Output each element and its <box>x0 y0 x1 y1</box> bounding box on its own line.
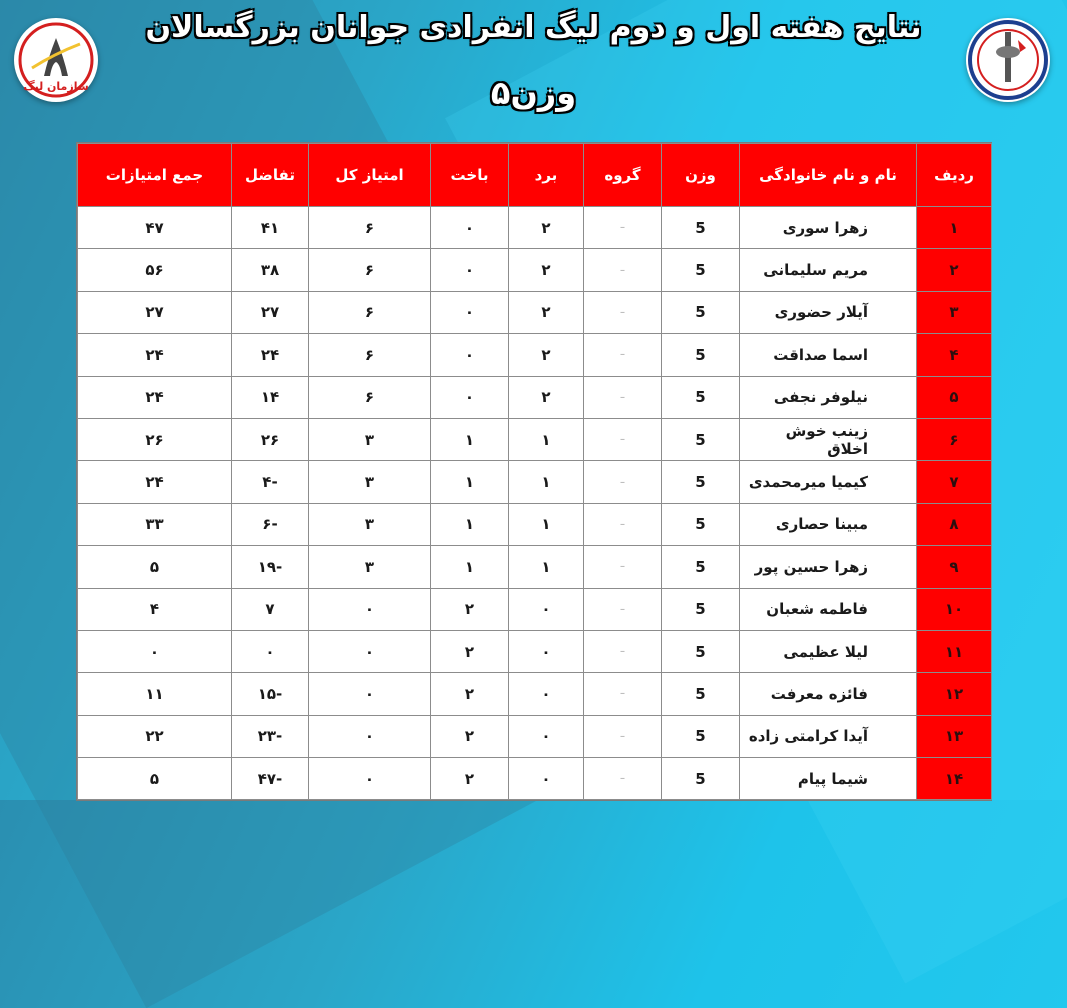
loss-cell: ۱ <box>431 546 509 588</box>
sum-points-cell: ۴۷ <box>78 207 232 249</box>
name-cell: آیلار حضوری <box>740 291 917 333</box>
sum-points-cell: ۵ <box>78 758 232 800</box>
header-rank: ردیف <box>917 144 992 207</box>
name-cell: زینب خوش اخلاق <box>740 418 917 460</box>
rank-cell: ۸ <box>917 503 992 545</box>
header-sum-points: جمع امتیازات <box>78 144 232 207</box>
weight-cell: 5 <box>662 334 740 376</box>
loss-cell: ۰ <box>431 291 509 333</box>
name-cell: کیمیا میرمحمدی <box>740 461 917 503</box>
sum-points-cell: ۲۴ <box>78 461 232 503</box>
header-weight: وزن <box>662 144 740 207</box>
table-header-row <box>78 144 992 207</box>
loss-cell: ۱ <box>431 461 509 503</box>
table-row <box>78 461 992 503</box>
difference-cell: ۰ <box>232 630 309 672</box>
name-cell: زهرا حسین پور <box>740 546 917 588</box>
loss-cell: ۲ <box>431 758 509 800</box>
table-row <box>78 673 992 715</box>
sum-points-cell: ۲۷ <box>78 291 232 333</box>
name-cell: مریم سلیمانی <box>740 249 917 291</box>
loss-cell: ۲ <box>431 673 509 715</box>
weight-cell: 5 <box>662 673 740 715</box>
win-cell: ۰ <box>509 630 584 672</box>
loss-cell: ۲ <box>431 630 509 672</box>
group-cell: – <box>584 291 662 333</box>
group-cell: – <box>584 334 662 376</box>
weight-cell: 5 <box>662 461 740 503</box>
header-loss: باخت <box>431 144 509 207</box>
rank-cell: ۱ <box>917 207 992 249</box>
win-cell: ۲ <box>509 291 584 333</box>
table-row <box>78 207 992 249</box>
table-row <box>78 715 992 757</box>
win-cell: ۲ <box>509 376 584 418</box>
group-cell: – <box>584 758 662 800</box>
total-points-cell: ۳ <box>309 503 431 545</box>
header-win: برد <box>509 144 584 207</box>
difference-cell: -۲۳ <box>232 715 309 757</box>
difference-cell: ۴۱ <box>232 207 309 249</box>
difference-cell: -۴ <box>232 461 309 503</box>
difference-cell: -۱۵ <box>232 673 309 715</box>
header-total-points: امتیاز کل <box>309 144 431 207</box>
table-row <box>78 334 992 376</box>
rank-cell: ۹ <box>917 546 992 588</box>
sum-points-cell: ۱۱ <box>78 673 232 715</box>
total-points-cell: ۳ <box>309 461 431 503</box>
weight-cell: 5 <box>662 418 740 460</box>
group-cell: – <box>584 503 662 545</box>
rank-cell: ۲ <box>917 249 992 291</box>
win-cell: ۰ <box>509 673 584 715</box>
total-points-cell: ۰ <box>309 630 431 672</box>
name-cell: شیما پیام <box>740 758 917 800</box>
weight-cell: 5 <box>662 630 740 672</box>
difference-cell: -۴۷ <box>232 758 309 800</box>
total-points-cell: ۶ <box>309 249 431 291</box>
rank-cell: ۱۳ <box>917 715 992 757</box>
sum-points-cell: ۴ <box>78 588 232 630</box>
table-row <box>78 291 992 333</box>
total-points-cell: ۰ <box>309 758 431 800</box>
results-table-container <box>76 142 992 801</box>
name-cell: لیلا عظیمی <box>740 630 917 672</box>
table-row <box>78 376 992 418</box>
group-cell: – <box>584 546 662 588</box>
rank-cell: ۳ <box>917 291 992 333</box>
table-row <box>78 503 992 545</box>
rank-cell: ۱۲ <box>917 673 992 715</box>
difference-cell: ۷ <box>232 588 309 630</box>
rank-cell: ۶ <box>917 418 992 460</box>
win-cell: ۰ <box>509 588 584 630</box>
win-cell: ۲ <box>509 334 584 376</box>
total-points-cell: ۶ <box>309 291 431 333</box>
loss-cell: ۰ <box>431 376 509 418</box>
weight-cell: 5 <box>662 758 740 800</box>
name-cell: آیدا کرامتی زاده <box>740 715 917 757</box>
results-table <box>77 143 992 800</box>
total-points-cell: ۰ <box>309 673 431 715</box>
difference-cell: -۱۹ <box>232 546 309 588</box>
total-points-cell: ۶ <box>309 207 431 249</box>
rank-cell: ۵ <box>917 376 992 418</box>
total-points-cell: ۶ <box>309 334 431 376</box>
sum-points-cell: ۵۶ <box>78 249 232 291</box>
name-cell: مبینا حصاری <box>740 503 917 545</box>
rank-cell: ۱۱ <box>917 630 992 672</box>
weight-cell: 5 <box>662 291 740 333</box>
group-cell: – <box>584 207 662 249</box>
win-cell: ۱ <box>509 418 584 460</box>
group-cell: – <box>584 588 662 630</box>
name-cell: فاطمه شعبان <box>740 588 917 630</box>
win-cell: ۰ <box>509 758 584 800</box>
total-points-cell: ۰ <box>309 715 431 757</box>
group-cell: – <box>584 418 662 460</box>
total-points-cell: ۳ <box>309 546 431 588</box>
win-cell: ۱ <box>509 546 584 588</box>
loss-cell: ۱ <box>431 503 509 545</box>
win-cell: ۱ <box>509 461 584 503</box>
rank-cell: ۴ <box>917 334 992 376</box>
win-cell: ۲ <box>509 249 584 291</box>
page-title: نتایج هفته اول و دوم لیگ انفرادی جوانان بزرگسالان <box>145 10 922 45</box>
sum-points-cell: ۰ <box>78 630 232 672</box>
difference-cell: ۲۴ <box>232 334 309 376</box>
total-points-cell: ۰ <box>309 588 431 630</box>
weight-cell: 5 <box>662 376 740 418</box>
difference-cell: -۶ <box>232 503 309 545</box>
group-cell: – <box>584 630 662 672</box>
table-row <box>78 418 992 460</box>
loss-cell: ۰ <box>431 207 509 249</box>
name-cell: اسما صداقت <box>740 334 917 376</box>
win-cell: ۱ <box>509 503 584 545</box>
weight-cell: 5 <box>662 249 740 291</box>
header-difference: تفاضل <box>232 144 309 207</box>
rank-cell: ۱۴ <box>917 758 992 800</box>
logo-caption: سازمان لیگ <box>23 80 89 93</box>
weight-cell: 5 <box>662 715 740 757</box>
loss-cell: ۰ <box>431 334 509 376</box>
win-cell: ۲ <box>509 207 584 249</box>
sum-points-cell: ۲۶ <box>78 418 232 460</box>
difference-cell: ۱۴ <box>232 376 309 418</box>
loss-cell: ۰ <box>431 249 509 291</box>
difference-cell: ۳۸ <box>232 249 309 291</box>
table-row <box>78 546 992 588</box>
name-cell: زهرا سوری <box>740 207 917 249</box>
group-cell: – <box>584 461 662 503</box>
sum-points-cell: ۵ <box>78 546 232 588</box>
table-row <box>78 758 992 800</box>
header-group: گروه <box>584 144 662 207</box>
group-cell: – <box>584 673 662 715</box>
total-points-cell: ۶ <box>309 376 431 418</box>
table-row <box>78 588 992 630</box>
group-cell: – <box>584 715 662 757</box>
sum-points-cell: ۲۲ <box>78 715 232 757</box>
weight-cell: 5 <box>662 588 740 630</box>
total-points-cell: ۳ <box>309 418 431 460</box>
weight-class-subtitle: وزن۵ <box>490 74 577 112</box>
sum-points-cell: ۲۴ <box>78 334 232 376</box>
difference-cell: ۲۶ <box>232 418 309 460</box>
sum-points-cell: ۳۳ <box>78 503 232 545</box>
weight-cell: 5 <box>662 207 740 249</box>
weight-cell: 5 <box>662 546 740 588</box>
win-cell: ۰ <box>509 715 584 757</box>
name-cell: نیلوفر نجفی <box>740 376 917 418</box>
name-cell: فائزه معرفت <box>740 673 917 715</box>
milad-tower-icon <box>966 18 1050 102</box>
group-cell: – <box>584 376 662 418</box>
rank-cell: ۷ <box>917 461 992 503</box>
table-row <box>78 630 992 672</box>
table-row <box>78 249 992 291</box>
group-cell: – <box>584 249 662 291</box>
difference-cell: ۲۷ <box>232 291 309 333</box>
taekwondo-federation-logo <box>966 18 1050 102</box>
header-name: نام و نام خانوادگی <box>740 144 917 207</box>
league-organization-logo <box>14 18 98 102</box>
weight-cell: 5 <box>662 503 740 545</box>
loss-cell: ۲ <box>431 715 509 757</box>
loss-cell: ۲ <box>431 588 509 630</box>
sum-points-cell: ۲۴ <box>78 376 232 418</box>
rank-cell: ۱۰ <box>917 588 992 630</box>
loss-cell: ۱ <box>431 418 509 460</box>
